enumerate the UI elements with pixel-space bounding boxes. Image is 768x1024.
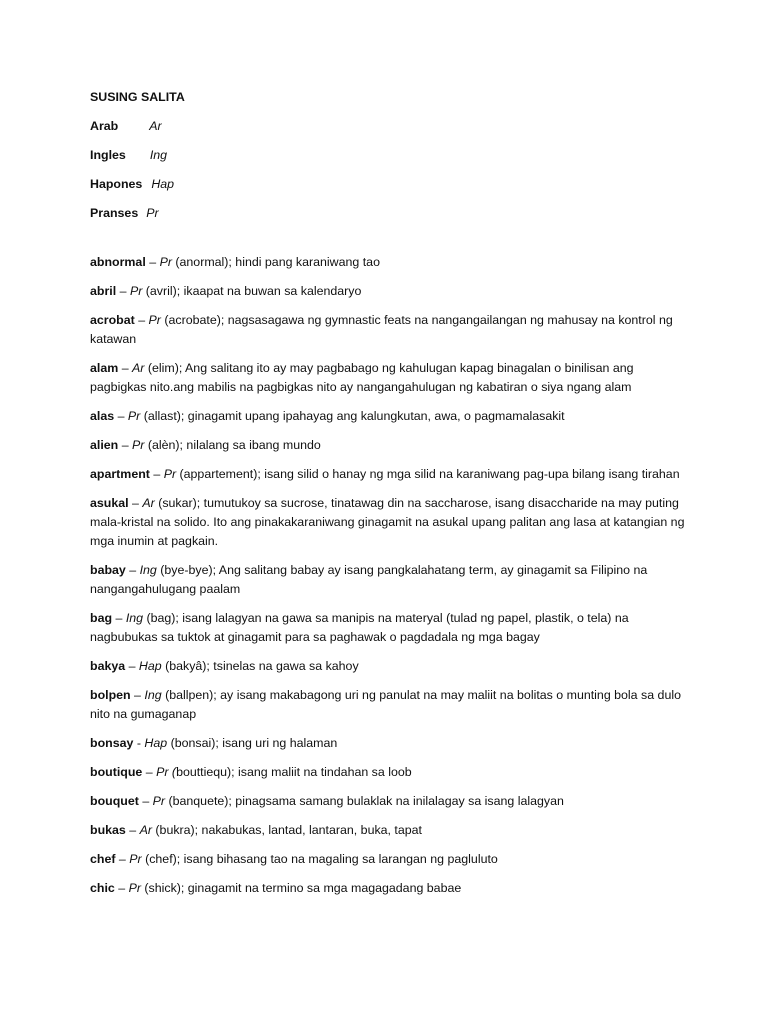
entry-definition: (shick); ginagamit na termino sa mga magagadang babae: [140, 881, 462, 895]
entry-language-abbr: Pr (: [156, 765, 177, 779]
glossary-entry: [90, 311, 690, 349]
entry-word: alas: [90, 409, 115, 423]
entry-language-abbr: Pr: [152, 794, 166, 808]
entry-word: babay: [90, 563, 126, 577]
entry-definition: (bukra); nakabukas, lantad, lantaran, buka, tapat: [151, 823, 422, 837]
entry-separator: –: [118, 438, 133, 452]
entry-word: chic: [90, 881, 115, 895]
glossary-entry: [90, 686, 690, 724]
glossary-entry: [90, 657, 690, 676]
entry-definition: (avril); ikaapat na buwan sa kalendaryo: [142, 284, 362, 298]
entry-separator: –: [145, 255, 160, 269]
glossary-entry: [90, 436, 690, 455]
entry-separator: –: [115, 852, 130, 866]
entry-separator: –: [114, 881, 129, 895]
key-language: Arab: [90, 119, 119, 133]
entry-language-abbr: Pr: [129, 852, 142, 866]
entry-language-abbr: Ing: [125, 611, 144, 625]
entry-language-abbr: Hap: [138, 659, 162, 673]
entry-language-abbr: Ar: [142, 496, 155, 510]
entry-word: abnormal: [90, 255, 146, 269]
entry-definition: (bonsai); isang uri ng halaman: [167, 736, 338, 750]
glossary-entry: [90, 465, 690, 484]
entry-language-abbr: Pr: [132, 438, 145, 452]
entry-separator: –: [142, 765, 157, 779]
glossary-entry: [90, 850, 690, 869]
key-language: Hapones: [90, 177, 143, 191]
key-row: [90, 175, 690, 194]
entry-definition: bouttiequ); isang maliit na tindahan sa loob: [176, 765, 412, 779]
entry-separator: –: [134, 313, 149, 327]
entry-word: bag: [90, 611, 113, 625]
entry-definition: (anormal); hindi pang karaniwang tao: [171, 255, 380, 269]
entry-word: abril: [90, 284, 117, 298]
entry-word: boutique: [90, 765, 143, 779]
key-abbreviation: Pr: [146, 206, 159, 220]
entry-separator: –: [138, 794, 153, 808]
key-language: Ingles: [90, 148, 126, 162]
entry-separator: –: [112, 611, 126, 625]
entry-word: asukal: [90, 496, 129, 510]
entry-definition: (elim); Ang salitang ito ay may pagbabago ng kahulugan kapag binagalan o binilisan ang pagbigkas nito.ang mabilis na pagbigkas nito ay nangangahulugan ng kabatiran o siya ngang alam: [90, 361, 634, 394]
document-page: [90, 88, 690, 908]
entry-word: bolpen: [90, 688, 131, 702]
entry-separator: –: [130, 688, 145, 702]
entry-definition: (allast); ginagamit upang ipahayag ang kalungkutan, awa, o pagmamalasakit: [140, 409, 565, 423]
entry-definition: (acrobate); nagsasagawa ng gymnastic feats na nangangailangan ng mahusay na kontrol ng katawan: [90, 313, 673, 346]
glossary-entry: [90, 359, 690, 397]
entry-language-abbr: Hap: [144, 736, 168, 750]
entry-word: chef: [90, 852, 116, 866]
glossary-entry: [90, 734, 690, 753]
key-language: Pranses: [90, 206, 139, 220]
entry-definition: (bye-bye); Ang salitang babay ay isang pangkalahatang term, ay ginagamit sa Filipino na nangangahulugang paalam: [90, 563, 648, 596]
entry-word: alien: [90, 438, 119, 452]
entry-separator: –: [116, 284, 130, 298]
glossary-entry: [90, 407, 690, 426]
entry-language-abbr: Pr: [127, 409, 141, 423]
language-key: [90, 117, 690, 223]
entry-language-abbr: Ar: [132, 361, 145, 375]
entry-word: bakya: [90, 659, 126, 673]
entry-language-abbr: Pr: [129, 284, 143, 298]
entry-definition: (bag); isang lalagyan na gawa sa manipis na materyal (tulad ng papel, plastik, o tela) na nagbubukas sa tuktok at ginagamit para sa paghawak o pagdadala ng mga bagay: [90, 611, 629, 644]
glossary-entries: [90, 253, 690, 898]
entry-separator: –: [128, 496, 143, 510]
entry-separator: –: [114, 409, 128, 423]
entry-language-abbr: Ing: [139, 563, 157, 577]
entry-language-abbr: Pr: [128, 881, 141, 895]
entry-separator: -: [133, 736, 145, 750]
entry-language-abbr: Pr: [159, 255, 172, 269]
section-spacer: [90, 233, 690, 253]
entry-separator: –: [118, 361, 133, 375]
key-row: [90, 146, 690, 165]
glossary-entry: [90, 763, 690, 782]
entry-separator: –: [149, 467, 164, 481]
key-row: [90, 117, 690, 136]
glossary-entry: [90, 282, 690, 301]
entry-word: acrobat: [90, 313, 135, 327]
entry-language-abbr: Ing: [144, 688, 162, 702]
entry-language-abbr: Pr: [148, 313, 161, 327]
glossary-entry: [90, 494, 690, 551]
entry-definition: (sukar); tumutukoy sa sucrose, tinatawag din na saccharose, isang disaccharide na may puting mala-kristal na solido. Ito ang pinakakaraniwang ginagamit na asukal upang palitan ang lasa at katangian ng mga inumin at pagkain.: [90, 496, 685, 548]
entry-language-abbr: Pr: [163, 467, 177, 481]
entry-language-abbr: Ar: [139, 823, 152, 837]
key-row: [90, 204, 690, 223]
glossary-entry: [90, 253, 690, 272]
entry-definition: (banquete); pinagsama samang bulaklak na inilalagay sa isang lalagyan: [165, 794, 564, 808]
entry-word: bouquet: [90, 794, 139, 808]
page-heading: SUSING SALITA: [90, 90, 185, 104]
key-abbreviation: Ar: [149, 119, 162, 133]
entry-definition: (alèn); nilalang sa ibang mundo: [144, 438, 321, 452]
glossary-entry: [90, 561, 690, 599]
entry-separator: –: [125, 563, 140, 577]
key-abbreviation: Hap: [151, 177, 175, 191]
entry-word: apartment: [90, 467, 150, 481]
entry-definition: (appartement); isang silid o hanay ng mga silid na karaniwang pag-upa bilang isang tirahan: [176, 467, 680, 481]
glossary-entry: [90, 792, 690, 811]
entry-definition: (ballpen); ay isang makabagong uri ng panulat na may maliit na bolitas o munting bola sa dulo nito na gumaganap: [90, 688, 681, 721]
entry-definition: (bakyâ); tsinelas na gawa sa kahoy: [161, 659, 359, 673]
key-abbreviation: Ing: [149, 148, 168, 162]
glossary-entry: [90, 821, 690, 840]
glossary-entry: [90, 879, 690, 898]
entry-word: bonsay: [90, 736, 134, 750]
entry-separator: –: [125, 659, 139, 673]
entry-separator: –: [125, 823, 140, 837]
entry-word: bukas: [90, 823, 126, 837]
entry-definition: (chef); isang bihasang tao na magaling sa larangan ng pagluluto: [141, 852, 498, 866]
entry-word: alam: [90, 361, 119, 375]
glossary-entry: [90, 609, 690, 647]
